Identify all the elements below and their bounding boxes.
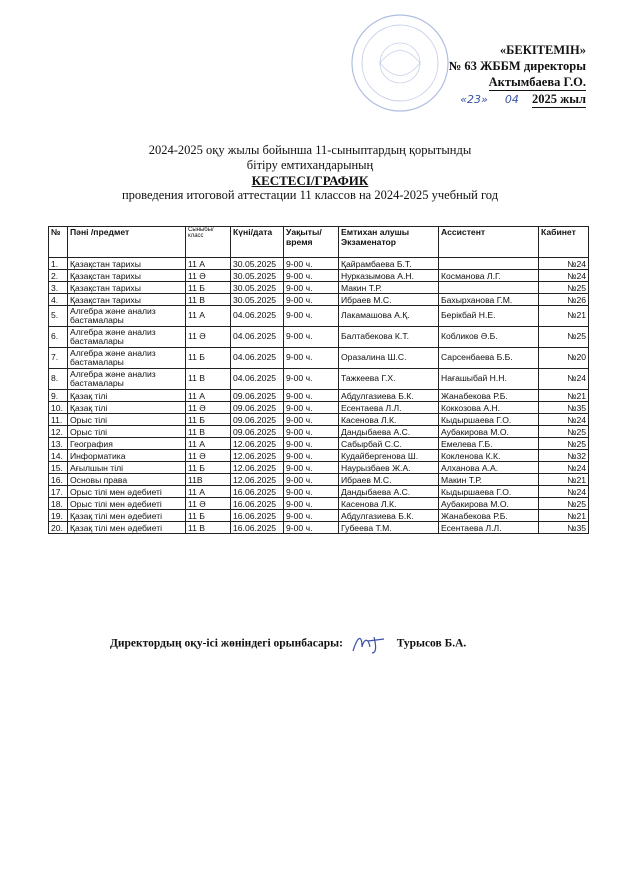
cell-date: 09.06.2025 — [231, 402, 284, 414]
cell-class: 11В — [186, 474, 231, 486]
cell-examiner: Есентаева Л.Л. — [339, 402, 439, 414]
cell-class: 11 В — [186, 294, 231, 306]
school-seal-stamp — [340, 8, 460, 118]
cell-time: 9-00 ч. — [284, 258, 339, 270]
table-header-row — [49, 227, 589, 258]
table-row — [49, 282, 589, 294]
cell-assistant — [439, 282, 539, 294]
cell-cabinet: №21 — [539, 306, 589, 327]
cell-time: 9-00 ч. — [284, 414, 339, 426]
cell-time: 9-00 ч. — [284, 402, 339, 414]
cell-time: 9-00 ч. — [284, 450, 339, 462]
cell-num: 1. — [49, 258, 68, 270]
cell-assistant: Кобликов Ә.Б. — [439, 327, 539, 348]
cell-num: 6. — [49, 327, 68, 348]
cell-assistant: Сарсенбаева Б.Б. — [439, 348, 539, 369]
cell-num: 19. — [49, 510, 68, 522]
cell-time: 9-00 ч. — [284, 438, 339, 450]
table-row — [49, 390, 589, 402]
cell-cabinet: №25 — [539, 498, 589, 510]
table-row — [49, 306, 589, 327]
cell-subject: Қазақ тілі — [68, 390, 186, 402]
cell-date: 09.06.2025 — [231, 414, 284, 426]
cell-class: 11 Ә — [186, 498, 231, 510]
cell-date: 30.05.2025 — [231, 294, 284, 306]
cell-examiner: Макин Т.Р. — [339, 282, 439, 294]
table-row — [49, 414, 589, 426]
cell-time: 9-00 ч. — [284, 426, 339, 438]
cell-subject: Қазақстан тарихы — [68, 258, 186, 270]
cell-assistant: Коккозова А.Н. — [439, 402, 539, 414]
cell-examiner: Қайрамбаева Б.Т. — [339, 258, 439, 270]
cell-class: 11 Ә — [186, 270, 231, 282]
cell-examiner: Абдулгазиева Б.К. — [339, 510, 439, 522]
cell-subject: Орыс тілі мен әдебиеті — [68, 498, 186, 510]
table-row — [49, 510, 589, 522]
table-row — [49, 474, 589, 486]
cell-subject: Қазақ тілі мен әдебиеті — [68, 522, 186, 534]
table-row — [49, 348, 589, 369]
cell-assistant — [439, 258, 539, 270]
table-row — [49, 369, 589, 390]
title-main: КЕСТЕСІ/ГРАФИК — [251, 173, 369, 188]
cell-date: 16.06.2025 — [231, 498, 284, 510]
cell-class: 11 А — [186, 258, 231, 270]
cell-subject: Қазақстан тарихы — [68, 270, 186, 282]
cell-time: 9-00 ч. — [284, 510, 339, 522]
cell-cabinet: №21 — [539, 474, 589, 486]
cell-assistant: Емелева Г.Б. — [439, 438, 539, 450]
cell-class: 11 В — [186, 522, 231, 534]
title-line-2: бітіру емтихандарының — [246, 158, 374, 172]
approval-day: «23» — [460, 93, 488, 106]
approval-month: 04 — [504, 93, 519, 106]
cell-time: 9-00 ч. — [284, 462, 339, 474]
cell-date: 30.05.2025 — [231, 282, 284, 294]
cell-cabinet: №20 — [539, 348, 589, 369]
cell-subject: Алгебра және анализ бастамалары — [68, 369, 186, 390]
header-subject: Пәні /предмет — [68, 227, 186, 258]
cell-class: 11 А — [186, 438, 231, 450]
cell-class: 11 А — [186, 306, 231, 327]
cell-subject: Информатика — [68, 450, 186, 462]
cell-class: 11 Б — [186, 510, 231, 522]
cell-date: 04.06.2025 — [231, 369, 284, 390]
cell-cabinet: №24 — [539, 462, 589, 474]
cell-cabinet: №21 — [539, 510, 589, 522]
cell-date: 12.06.2025 — [231, 450, 284, 462]
cell-num: 8. — [49, 369, 68, 390]
cell-cabinet: №35 — [539, 402, 589, 414]
cell-time: 9-00 ч. — [284, 369, 339, 390]
cell-num: 4. — [49, 294, 68, 306]
cell-class: 11 В — [186, 426, 231, 438]
cell-date: 04.06.2025 — [231, 327, 284, 348]
cell-subject: Қазақстан тарихы — [68, 294, 186, 306]
cell-num: 7. — [49, 348, 68, 369]
cell-cabinet: №24 — [539, 486, 589, 498]
cell-examiner: Абдулгазиева Б.К. — [339, 390, 439, 402]
footer-signature — [110, 633, 466, 655]
cell-cabinet: №25 — [539, 426, 589, 438]
cell-assistant: Макин Т.Р. — [439, 474, 539, 486]
cell-examiner: Губеева Т.М. — [339, 522, 439, 534]
table-row — [49, 402, 589, 414]
footer-label: Директордың оқу-ісі жөніндегі орынбасары: — [110, 637, 343, 650]
cell-subject: Қазақ тілі мен әдебиеті — [68, 510, 186, 522]
cell-num: 11. — [49, 414, 68, 426]
cell-time: 9-00 ч. — [284, 327, 339, 348]
cell-assistant: Есентаева Л.Л. — [439, 522, 539, 534]
table-row — [49, 462, 589, 474]
cell-date: 09.06.2025 — [231, 426, 284, 438]
cell-assistant: Жанабекова Р.Б. — [439, 510, 539, 522]
approval-block — [449, 42, 586, 108]
cell-assistant: Косманова Л.Г. — [439, 270, 539, 282]
cell-assistant: Кыдыршаева Г.О. — [439, 414, 539, 426]
table-row — [49, 522, 589, 534]
cell-examiner: Сабырбай С.С. — [339, 438, 439, 450]
header-assistant: Ассистент — [439, 227, 539, 258]
cell-class: 11 В — [186, 369, 231, 390]
cell-assistant: Аубакирова М.О. — [439, 498, 539, 510]
cell-num: 9. — [49, 390, 68, 402]
cell-cabinet: №32 — [539, 450, 589, 462]
exam-schedule-table — [48, 226, 589, 534]
cell-date: 16.06.2025 — [231, 510, 284, 522]
cell-date: 04.06.2025 — [231, 306, 284, 327]
table-row — [49, 258, 589, 270]
header-class: Сыныбы/класс — [186, 227, 231, 258]
cell-date: 16.06.2025 — [231, 486, 284, 498]
cell-subject: Алгебра және анализ бастамалары — [68, 306, 186, 327]
cell-date: 12.06.2025 — [231, 438, 284, 450]
approval-year: 2025 жыл — [532, 92, 586, 106]
header-date: Күні/дата — [231, 227, 284, 258]
cell-cabinet: №24 — [539, 414, 589, 426]
cell-time: 9-00 ч. — [284, 282, 339, 294]
cell-class: 11 Б — [186, 348, 231, 369]
cell-cabinet: №21 — [539, 390, 589, 402]
approval-school: № 63 ЖББМ директоры — [448, 59, 586, 73]
table-row — [49, 327, 589, 348]
cell-examiner: Ибраев М.С. — [339, 474, 439, 486]
signature-mark — [350, 633, 390, 655]
cell-subject: Қазақ тілі — [68, 402, 186, 414]
cell-time: 9-00 ч. — [284, 306, 339, 327]
cell-assistant: Жанабекова Р.Б. — [439, 390, 539, 402]
cell-cabinet: №25 — [539, 438, 589, 450]
table-row — [49, 438, 589, 450]
cell-subject: Орыс тілі — [68, 426, 186, 438]
cell-date: 04.06.2025 — [231, 348, 284, 369]
cell-cabinet: №24 — [539, 270, 589, 282]
cell-examiner: Нурказымова А.Н. — [339, 270, 439, 282]
cell-cabinet: №24 — [539, 369, 589, 390]
cell-cabinet: №25 — [539, 282, 589, 294]
cell-time: 9-00 ч. — [284, 498, 339, 510]
cell-num: 5. — [49, 306, 68, 327]
header-num: № — [49, 227, 68, 258]
cell-time: 9-00 ч. — [284, 486, 339, 498]
cell-num: 12. — [49, 426, 68, 438]
cell-examiner: Ибраев М.С. — [339, 294, 439, 306]
table-row — [49, 486, 589, 498]
cell-class: 11 Ә — [186, 402, 231, 414]
table-row — [49, 270, 589, 282]
cell-examiner: Оразалина Ш.С. — [339, 348, 439, 369]
header-examiner: Емтихан алушы Экзаменатор — [339, 227, 439, 258]
document-titles — [0, 143, 620, 203]
cell-assistant: Бахырханова Г.М. — [439, 294, 539, 306]
title-line-4: проведения итоговой аттестации 11 классов на 2024-2025 учебный год — [121, 188, 499, 202]
cell-num: 14. — [49, 450, 68, 462]
cell-assistant: Алханова А.А. — [439, 462, 539, 474]
table-row — [49, 426, 589, 438]
cell-examiner: Касенова Л.К. — [339, 414, 439, 426]
cell-date: 12.06.2025 — [231, 474, 284, 486]
cell-class: 11 Б — [186, 414, 231, 426]
cell-num: 20. — [49, 522, 68, 534]
cell-cabinet: №26 — [539, 294, 589, 306]
cell-subject: География — [68, 438, 186, 450]
title-line-1: 2024-2025 оқу жылы бойынша 11-сыныптардың қорытынды — [148, 143, 472, 157]
cell-examiner: Дандыбаева А.С. — [339, 426, 439, 438]
header-time: Уақыты/ время — [284, 227, 339, 258]
cell-num: 18. — [49, 498, 68, 510]
cell-subject: Қазақстан тарихы — [68, 282, 186, 294]
cell-subject: Орыс тілі мен әдебиеті — [68, 486, 186, 498]
cell-subject: Алгебра және анализ бастамалары — [68, 327, 186, 348]
cell-date: 30.05.2025 — [231, 270, 284, 282]
approval-title: «БЕКІТЕМІН» — [499, 43, 586, 57]
cell-date: 09.06.2025 — [231, 390, 284, 402]
cell-class: 11 Б — [186, 462, 231, 474]
cell-time: 9-00 ч. — [284, 390, 339, 402]
cell-date: 16.06.2025 — [231, 522, 284, 534]
cell-subject: Ағылшын тілі — [68, 462, 186, 474]
cell-subject: Алгебра және анализ бастамалары — [68, 348, 186, 369]
table-row — [49, 498, 589, 510]
cell-num: 2. — [49, 270, 68, 282]
cell-examiner: Наурызбаев Ж.А. — [339, 462, 439, 474]
cell-examiner: Лакамашова А.Қ. — [339, 306, 439, 327]
cell-assistant: Нағашыбай Н.Н. — [439, 369, 539, 390]
table-row — [49, 450, 589, 462]
cell-assistant: Берікбай Н.Е. — [439, 306, 539, 327]
cell-cabinet: №24 — [539, 258, 589, 270]
cell-examiner: Тажкеева Г.Х. — [339, 369, 439, 390]
cell-time: 9-00 ч. — [284, 270, 339, 282]
cell-time: 9-00 ч. — [284, 522, 339, 534]
cell-time: 9-00 ч. — [284, 474, 339, 486]
cell-class: 11 Ә — [186, 450, 231, 462]
cell-date: 12.06.2025 — [231, 462, 284, 474]
cell-num: 15. — [49, 462, 68, 474]
cell-class: 11 А — [186, 486, 231, 498]
cell-class: 11 Ә — [186, 327, 231, 348]
approval-director: Актымбаева Г.О. — [488, 75, 586, 89]
cell-examiner: Кудайбергенова Ш. — [339, 450, 439, 462]
table-row — [49, 294, 589, 306]
cell-cabinet: №25 — [539, 327, 589, 348]
cell-num: 13. — [49, 438, 68, 450]
cell-num: 3. — [49, 282, 68, 294]
cell-examiner: Касенова Л.К. — [339, 498, 439, 510]
cell-assistant: Аубакирова М.О. — [439, 426, 539, 438]
cell-examiner: Балтабекова К.Т. — [339, 327, 439, 348]
cell-examiner: Дандыбаева А.С. — [339, 486, 439, 498]
cell-subject: Основы права — [68, 474, 186, 486]
cell-time: 9-00 ч. — [284, 348, 339, 369]
cell-num: 10. — [49, 402, 68, 414]
cell-class: 11 Б — [186, 282, 231, 294]
cell-cabinet: №35 — [539, 522, 589, 534]
cell-assistant: Кыдыршаева Г.О. — [439, 486, 539, 498]
cell-subject: Орыс тілі — [68, 414, 186, 426]
cell-class: 11 А — [186, 390, 231, 402]
cell-num: 16. — [49, 474, 68, 486]
cell-date: 30.05.2025 — [231, 258, 284, 270]
cell-time: 9-00 ч. — [284, 294, 339, 306]
cell-num: 17. — [49, 486, 68, 498]
footer-name: Турысов Б.А. — [396, 637, 467, 650]
header-cabinet: Кабинет — [539, 227, 589, 258]
cell-assistant: Кокленова К.К. — [439, 450, 539, 462]
